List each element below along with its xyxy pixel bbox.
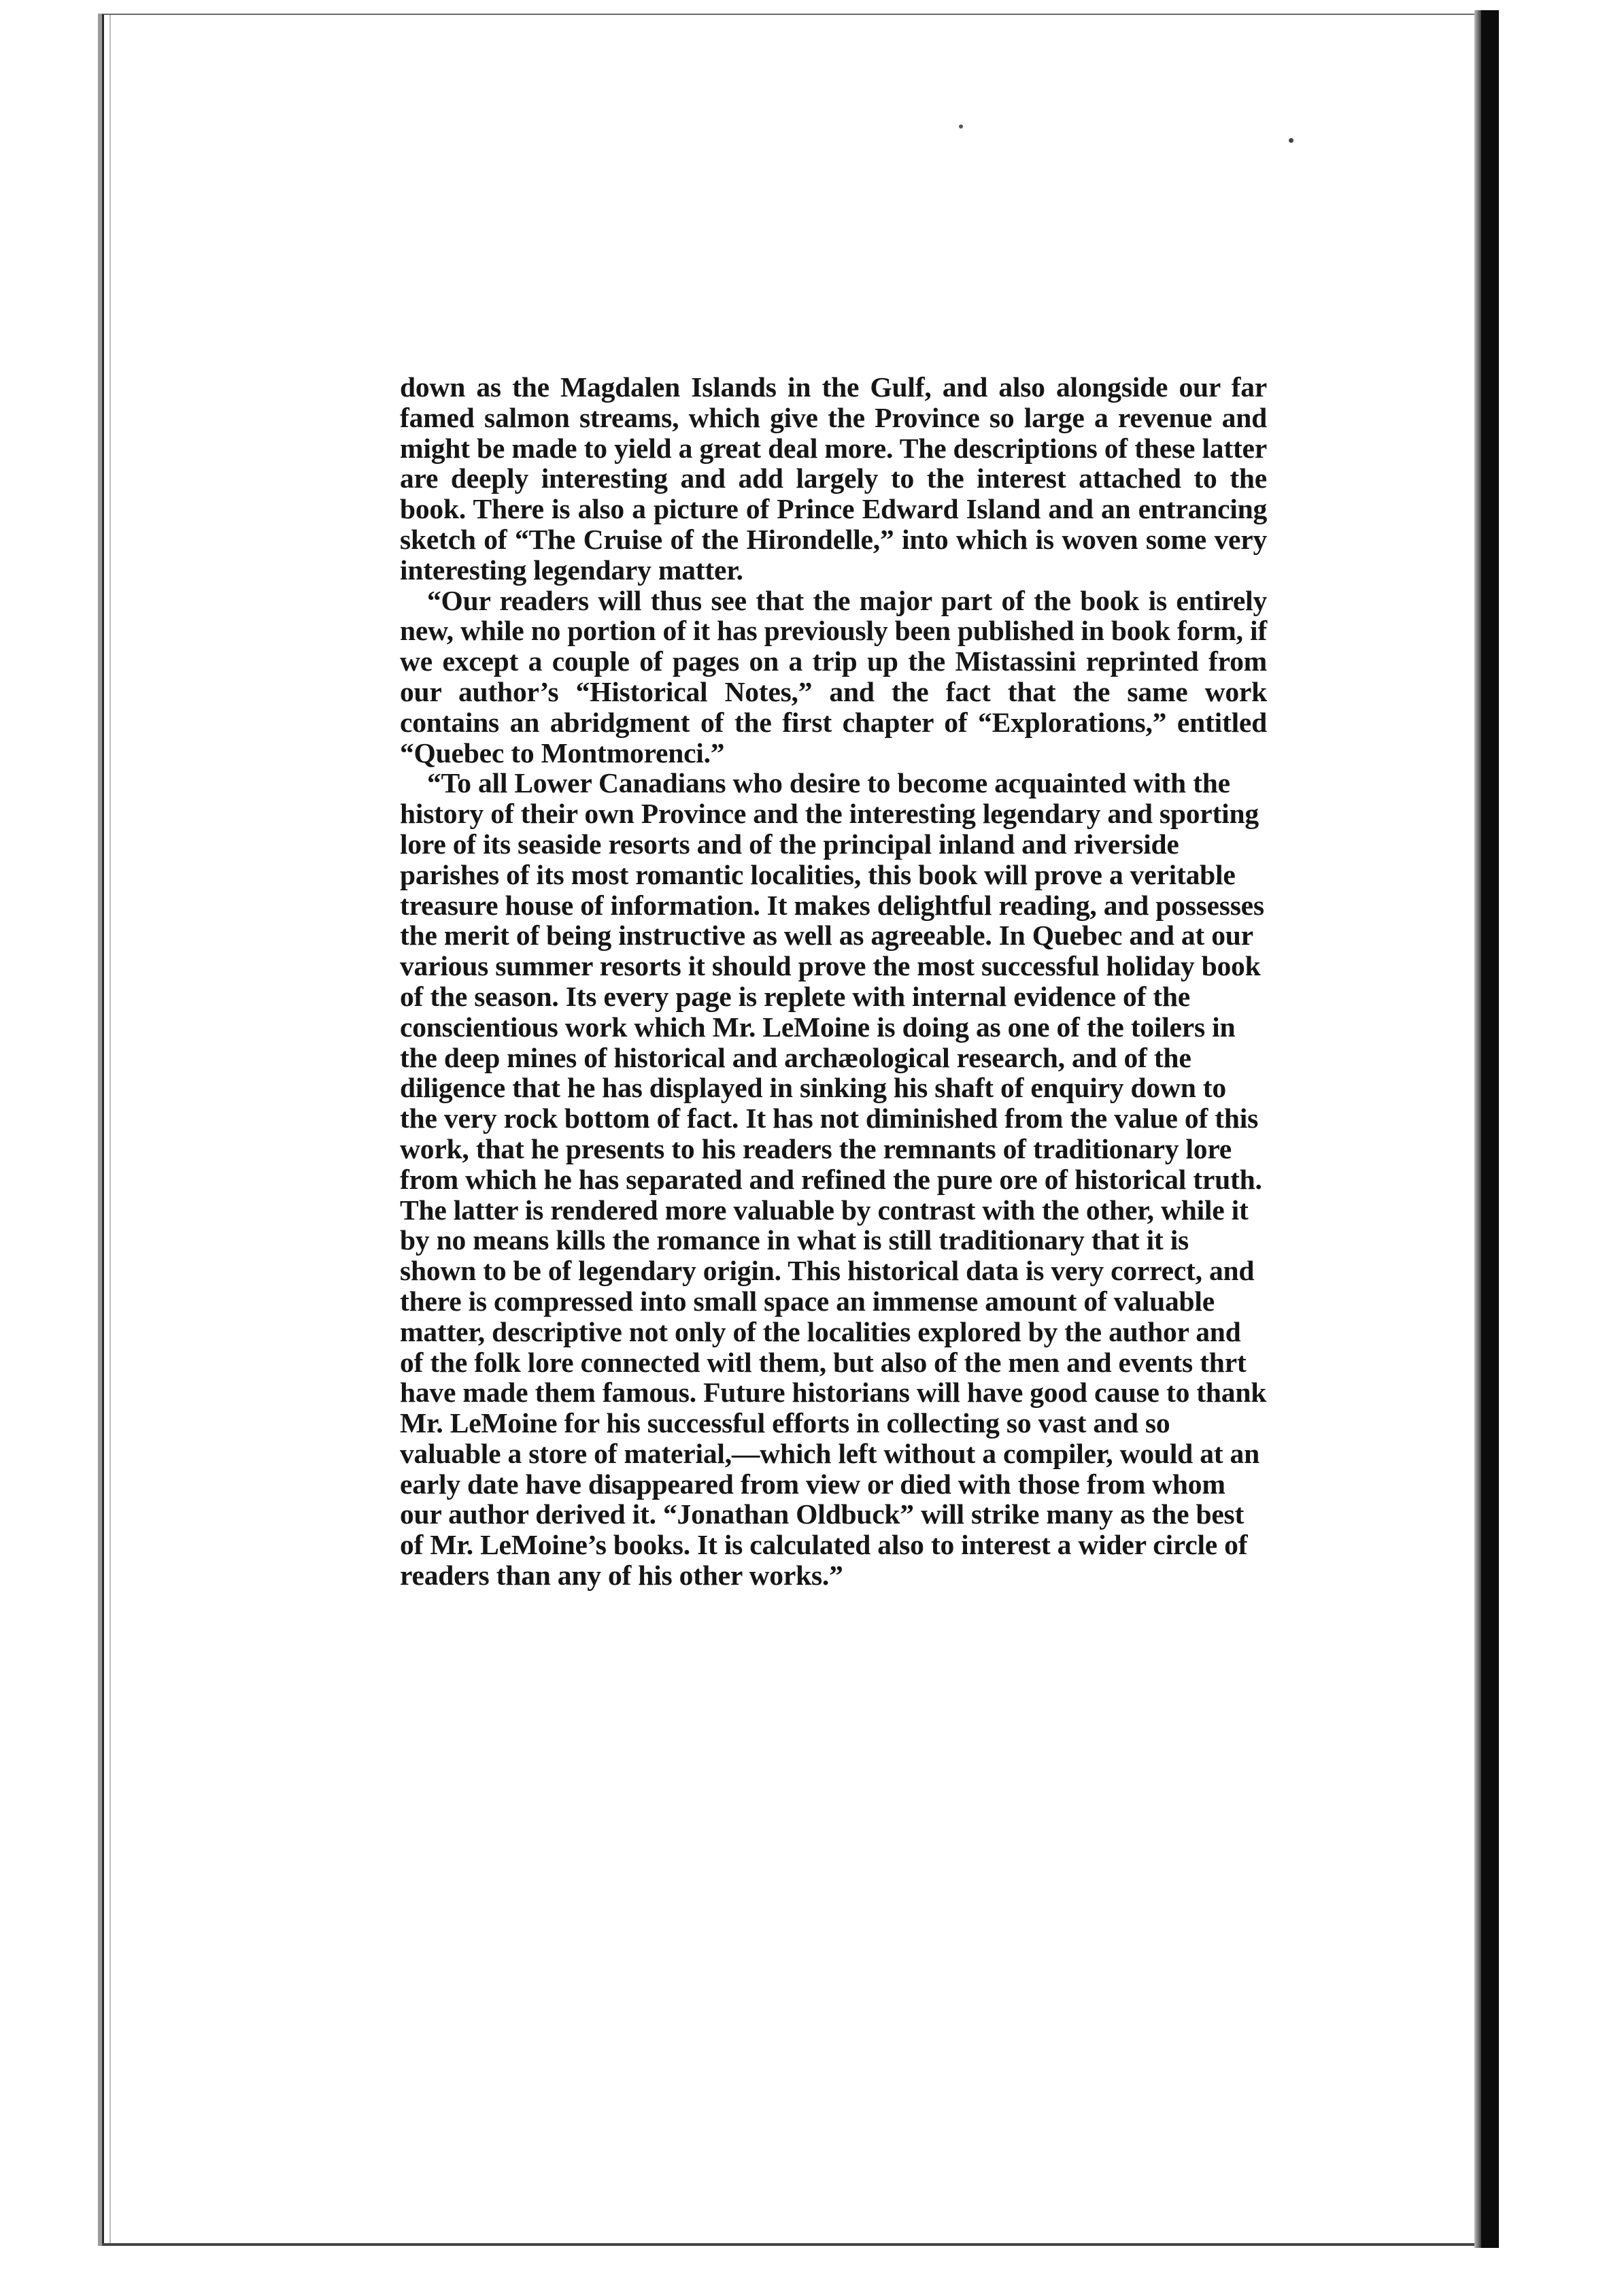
binding-shadow xyxy=(1474,10,1481,2248)
paragraph-2: “Our readers will thus see that the major part of the book is entirely new, while no portion of it has previously been published in book form, if we except a couple of pages on a trip up the Mistassini reprinted from our author’s “Historical Notes,” and the fact that the same work contains an abridgment of the first chapter of “Explorations,” entitled “Quebec to Montmorenci.” xyxy=(400,584,1267,769)
page-bottom-edge xyxy=(102,2243,1489,2246)
paragraph-3: “To all Lower Canadians who desire to become acquainted with the history of their own Province and the interesting legendary and sporting lore of its seaside resorts and of the principal inland and riverside parishes of its most romantic localities, this book will prove a veritable treasure house of information. It makes delightful reading, and possesses the merit of being instructive as well as agreeable. In Quebec and at our various summer resorts it should prove the most successful holiday book of the season. Its every page is replete with internal evidence of the conscientious work which Mr. LeMoine is doing as one of the toilers in the deep mines of historical and archæological research, and of the diligence that he has displayed in sinking his shaft of enquiry down to the very rock bottom of fact. It has not diminished from the value of this work, that he presents to his readers the remnants of traditionary lore from which he has separated and refined the pure ore of historical truth. The latter is rendered more valuable by contrast with the other, while it by no means kills the romance in what is still traditionary that it is shown to be of legendary origin. This historical data is very correct, and there is compressed into small space an immense amount of valuable matter, descriptive not only of the localities explored by the author and of the folk lore connected witl them, but also of the men and events thrt have made them famous. Future historians will have good cause to thank Mr. LeMoine for his successful efforts in collecting so vast and so valuable a store of material,—which left without a compiler, would at an early date have disappeared from view or died with those from whom our author derived it. “Jonathan Oldbuck” will strike many as the best of Mr. LeMoine’s books. It is calculated also to interest a wider circle of readers than any of his other works.” xyxy=(400,767,1267,1592)
binding-bar xyxy=(1481,10,1499,2248)
ink-speck xyxy=(1289,138,1293,143)
paragraph-1: down as the Magdalen Islands in the Gulf, and also alongside our far famed salmon streams, which give the Province so large a revenue and might be made to yield a great deal more. The descriptions of these latter are deeply interesting and add largely to the interest attached to the book. There is also a picture of Prince Edward Island and an entrancing sketch of “The Cruise of the Hirondelle,” into which is woven some very interesting legendary matter. xyxy=(400,371,1267,586)
page-edge xyxy=(109,15,111,2246)
body-text xyxy=(400,372,1267,1591)
ink-speck xyxy=(959,124,963,129)
